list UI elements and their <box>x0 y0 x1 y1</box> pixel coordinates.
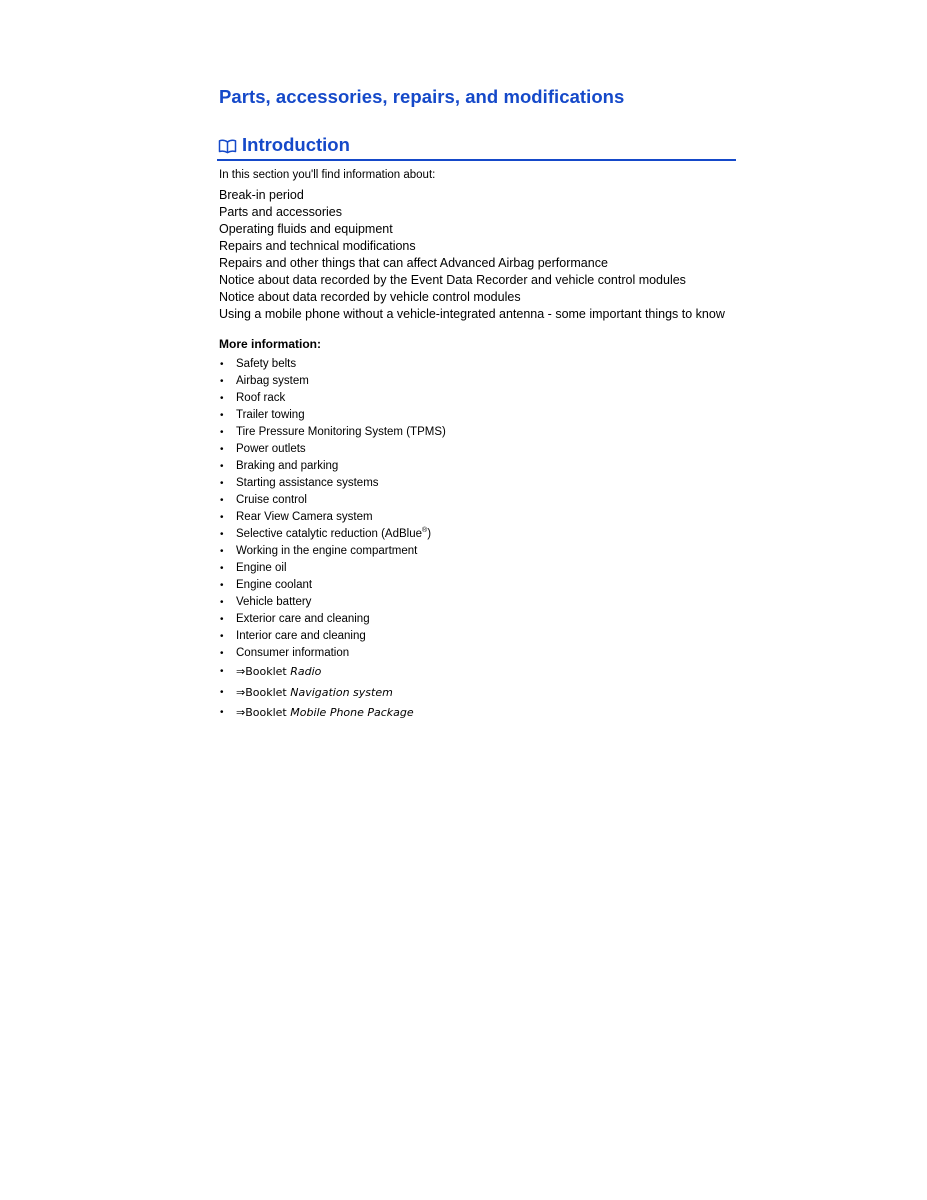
registered-mark: ® <box>422 527 428 534</box>
bullet-icon: • <box>220 427 224 438</box>
more-info-item-label: Braking and parking <box>236 460 339 472</box>
bullet-icon: • <box>220 614 224 625</box>
more-info-item-label: Selective catalytic reduction (AdBlue <box>236 528 423 540</box>
more-info-item-label: Interior care and cleaning <box>236 630 366 642</box>
bullet-icon: • <box>220 478 224 489</box>
more-info-item-label: Exterior care and cleaning <box>236 613 370 625</box>
closing-paren: ) <box>427 528 432 540</box>
bullet-icon: • <box>220 631 224 642</box>
booklet-link-navigation-system[interactable] <box>219 683 446 704</box>
bullet-icon: • <box>220 495 224 506</box>
more-info-list <box>219 356 446 724</box>
more-info-item-label: Trailer towing <box>236 409 305 421</box>
more-info-item-selective-catalytic-reduction[interactable] <box>219 526 446 543</box>
book-icon <box>218 139 237 154</box>
topic-list <box>219 187 725 323</box>
more-info-item-cruise-control[interactable] <box>219 492 446 509</box>
more-info-item-label: Vehicle battery <box>236 596 312 608</box>
more-info-item-vehicle-battery[interactable] <box>219 594 446 611</box>
bullet-icon: • <box>220 707 224 718</box>
more-info-item-label: Cruise control <box>236 494 307 506</box>
topic-operating-fluids[interactable]: Operating fluids and equipment <box>219 222 393 236</box>
more-info-item-braking-and-parking[interactable] <box>219 458 446 475</box>
more-info-item-label: Roof rack <box>236 392 286 404</box>
bullet-icon: • <box>220 686 224 698</box>
more-info-item-trailer-towing[interactable] <box>219 407 446 424</box>
bullet-icon: • <box>220 546 224 557</box>
topic-repairs-modifications[interactable]: Repairs and technical modifications <box>219 239 416 253</box>
topic-airbag-performance[interactable]: Repairs and other things that can affect Advanced Airbag performance <box>219 256 608 270</box>
booklet-link-mobile-phone-package[interactable] <box>219 703 446 724</box>
intro-text: In this section you'll find information about: <box>219 169 436 181</box>
bullet-icon: • <box>220 648 224 659</box>
more-info-item-exterior-care[interactable] <box>219 611 446 628</box>
booklet-prefix: ⇒Booklet <box>236 665 287 678</box>
more-info-item-rear-view-camera[interactable] <box>219 509 446 526</box>
bullet-icon: • <box>220 512 224 523</box>
topic-control-modules-data[interactable]: Notice about data recorded by vehicle control modules <box>219 290 521 304</box>
bullet-icon: • <box>220 666 224 677</box>
more-info-item-starting-assistance[interactable] <box>219 475 446 492</box>
more-info-item-interior-care[interactable] <box>219 628 446 645</box>
more-info-item-label: Power outlets <box>236 443 306 455</box>
more-info-item-label: Working in the engine compartment <box>236 545 418 557</box>
more-info-item-label: Consumer information <box>236 647 350 659</box>
topic-parts-and-accessories[interactable]: Parts and accessories <box>219 205 342 219</box>
booklet-title: Radio <box>290 665 322 678</box>
more-info-item-engine-compartment[interactable] <box>219 543 446 560</box>
more-info-item-airbag-system[interactable] <box>219 373 446 390</box>
bullet-icon: • <box>220 461 224 472</box>
more-info-item-label: Starting assistance systems <box>236 477 379 489</box>
more-info-item-consumer-information[interactable] <box>219 645 446 662</box>
more-info-item-engine-coolant[interactable] <box>219 577 446 594</box>
booklet-title: Navigation system <box>290 685 393 699</box>
topic-break-in-period[interactable]: Break-in period <box>219 188 304 202</box>
more-info-item-label: Engine coolant <box>236 579 313 591</box>
more-info-item-label: Safety belts <box>236 358 297 370</box>
topic-event-data-recorder[interactable]: Notice about data recorded by the Event Data Recorder and vehicle control modules <box>219 273 686 287</box>
bullet-icon: • <box>220 359 224 370</box>
page-title: Parts, accessories, repairs, and modifications <box>219 86 625 107</box>
more-info-item-power-outlets[interactable] <box>219 441 446 458</box>
booklet-title: Mobile Phone Package <box>290 706 414 719</box>
more-info-item-engine-oil[interactable] <box>219 560 446 577</box>
booklet-prefix: ⇒Booklet <box>236 706 287 719</box>
more-info-heading: More information: <box>219 337 321 351</box>
booklet-prefix: ⇒Booklet <box>236 685 287 699</box>
topic-mobile-phone-antenna[interactable]: Using a mobile phone without a vehicle-integrated antenna - some important things to know <box>219 307 725 321</box>
bullet-icon: • <box>220 410 224 421</box>
bullet-icon: • <box>220 563 224 574</box>
more-info-item-label: Engine oil <box>236 562 287 574</box>
more-info-item-label: Airbag system <box>236 375 309 387</box>
bullet-icon: • <box>220 444 224 455</box>
bullet-icon: • <box>220 393 224 404</box>
bullet-icon: • <box>220 597 224 608</box>
bullet-icon: • <box>220 376 224 387</box>
booklet-link-radio[interactable] <box>219 662 446 683</box>
bullet-icon: • <box>220 529 224 540</box>
bullet-icon: • <box>220 580 224 591</box>
more-info-item-label: Tire Pressure Monitoring System (TPMS) <box>236 426 446 438</box>
more-info-item-safety-belts[interactable] <box>219 356 446 373</box>
more-info-item-roof-rack[interactable] <box>219 390 446 407</box>
section-title: Introduction <box>242 134 350 155</box>
section-header <box>217 134 736 161</box>
more-info-item-label: Rear View Camera system <box>236 511 373 523</box>
more-info-item-tpms[interactable] <box>219 424 446 441</box>
